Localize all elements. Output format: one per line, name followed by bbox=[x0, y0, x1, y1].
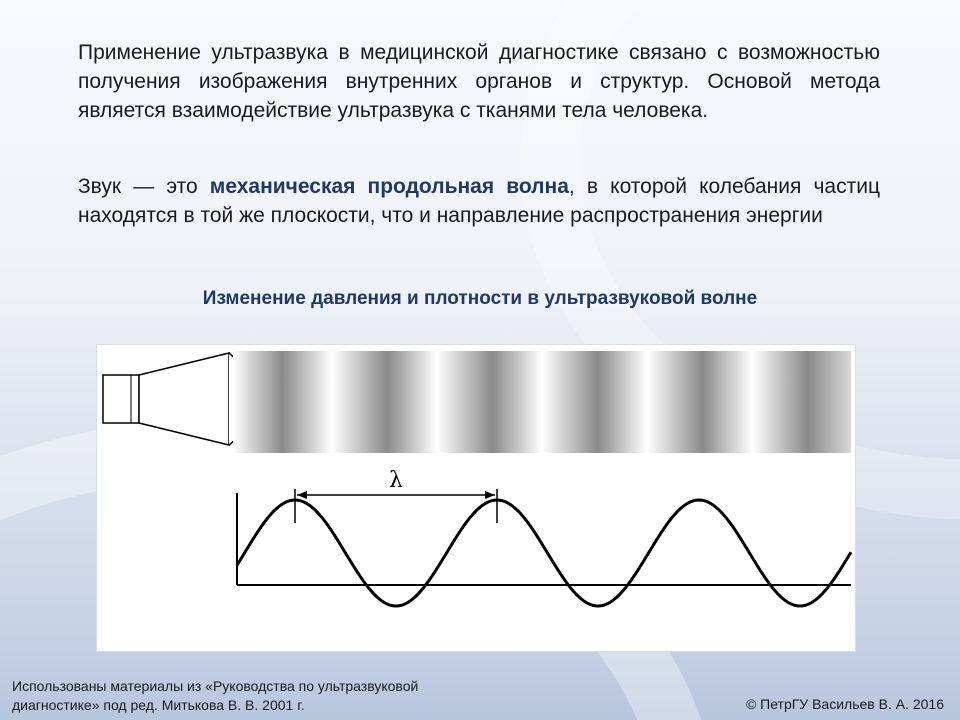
figure-title: Изменение давления и плотности в ультразвуковой волне bbox=[202, 288, 758, 309]
wavelength-arrowhead-right bbox=[485, 491, 495, 499]
source-note-line1: Использованы материалы из «Руководства по ультразвуковой bbox=[12, 678, 419, 694]
transducer-handle bbox=[103, 375, 139, 423]
source-note-line2: диагностике» под ред. Митькова В. В. 2001 г. bbox=[12, 697, 305, 713]
wave-figure bbox=[96, 344, 856, 652]
transducer-cone bbox=[139, 353, 229, 445]
pressure-sine-wave bbox=[237, 500, 851, 606]
definition-highlight: механическая продольная волна bbox=[209, 175, 569, 198]
copyright-note: © ПетрГУ Васильев В. А. 2016 bbox=[745, 696, 944, 712]
wavelength-arrowhead-left bbox=[297, 491, 307, 499]
wave-diagram bbox=[97, 345, 855, 651]
source-note bbox=[12, 677, 532, 715]
definition-text-end: , в которой колебания частиц находятся в той же плоскости, что и направление распространения энергии bbox=[78, 175, 880, 227]
density-band bbox=[233, 351, 851, 453]
sound-definition-paragraph bbox=[78, 172, 880, 230]
intro-paragraph: Применение ультразвука в медицинской диагностике связано с возможностью получения изображения внутренних органов и структур. Основой метода является взаимодействие ультразвука с тканями тела человека. bbox=[78, 41, 880, 122]
wavelength-label: λ bbox=[389, 468, 403, 493]
definition-text-start: Звук — это bbox=[78, 175, 210, 198]
